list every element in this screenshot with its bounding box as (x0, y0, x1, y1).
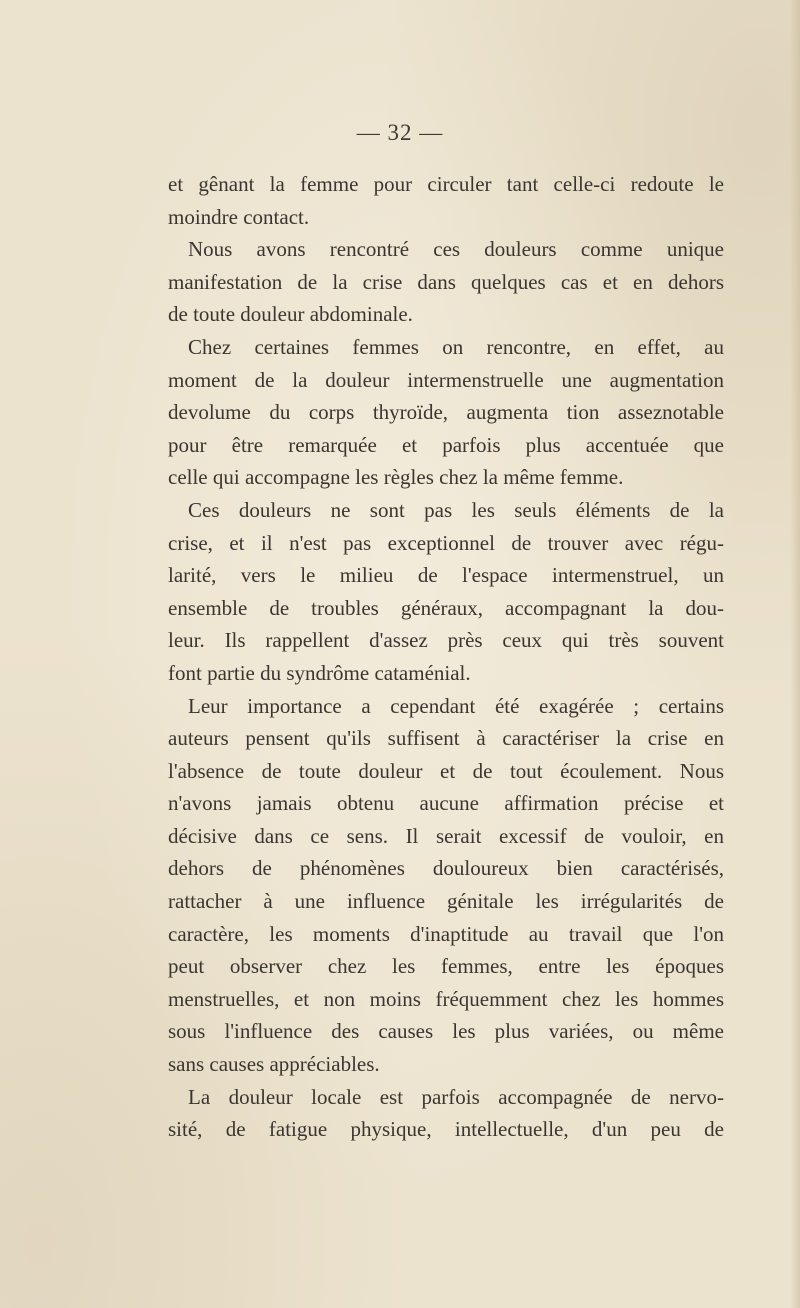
text-line: sité, de fatigue physique, intellectuelle, d'un peu de (168, 1117, 724, 1142)
text-line: Nous avons rencontré ces douleurs comme unique (188, 237, 724, 262)
text-line: leur. Ils rappellent d'assez près ceux qui très souvent (168, 628, 724, 653)
text-line: caractère, les moments d'inaptitude au travail que l'on (168, 921, 724, 946)
text-line: La douleur locale est parfois accompagnée de nervo- (188, 1084, 724, 1109)
text-line: sans causes appréciables. (168, 1052, 380, 1077)
text-line: et gênant la femme pour circuler tant celle-ci redoute le (168, 172, 724, 196)
text-line: moindre contact. (168, 204, 310, 229)
text-line: devolume du corps thyroïde, augmenta tion asseznotable (168, 400, 724, 425)
text-line: moment de la douleur intermenstruelle une augmentation (168, 367, 724, 392)
text-line: de toute douleur abdominale. (168, 302, 413, 327)
text-line: dehors de phénomènes douloureux bien caractérisés, (168, 856, 724, 881)
text-line: n'avons jamais obtenu aucune affirmation précise et (168, 791, 724, 816)
page-number: — 32 — (356, 120, 444, 145)
text-line: Chez certaines femmes on rencontre, en effet, au (188, 334, 724, 359)
text-line: menstruelles, et non moins fréquemment chez les hommes (168, 986, 724, 1011)
text-line: Leur importance a cependant été exagérée ; certains (188, 693, 724, 718)
body-text (168, 168, 724, 1146)
page-edge-shadow (790, 0, 800, 1308)
text-line: l'absence de toute douleur et de tout écoulement. Nous (168, 758, 724, 783)
text-line: rattacher à une influence génitale les irrégularités de (168, 889, 724, 914)
text-line: sous l'influence des causes les plus variées, ou même (168, 1019, 724, 1044)
text-line: Ces douleurs ne sont pas les seuls éléments de la (188, 497, 724, 522)
text-line: larité, vers le milieu de l'espace intermenstruel, un (168, 563, 724, 588)
text-line: manifestation de la crise dans quelques cas et en dehors (168, 269, 724, 294)
text-line: crise, et il n'est pas exceptionnel de trouver avec régu- (168, 530, 724, 555)
text-line: celle qui accompagne les règles chez la même femme. (168, 465, 624, 490)
text-line: peut observer chez les femmes, entre les époques (168, 954, 724, 979)
text-line: pour être remarquée et parfois plus accentuée que (168, 432, 724, 457)
text-line: font partie du syndrôme cataménial. (168, 660, 471, 685)
text-line: ensemble de troubles généraux, accompagnant la dou- (168, 595, 724, 620)
text-line: décisive dans ce sens. Il serait excessif de vouloir, en (168, 823, 724, 848)
text-line: auteurs pensent qu'ils suffisent à caractériser la crise en (168, 726, 724, 751)
